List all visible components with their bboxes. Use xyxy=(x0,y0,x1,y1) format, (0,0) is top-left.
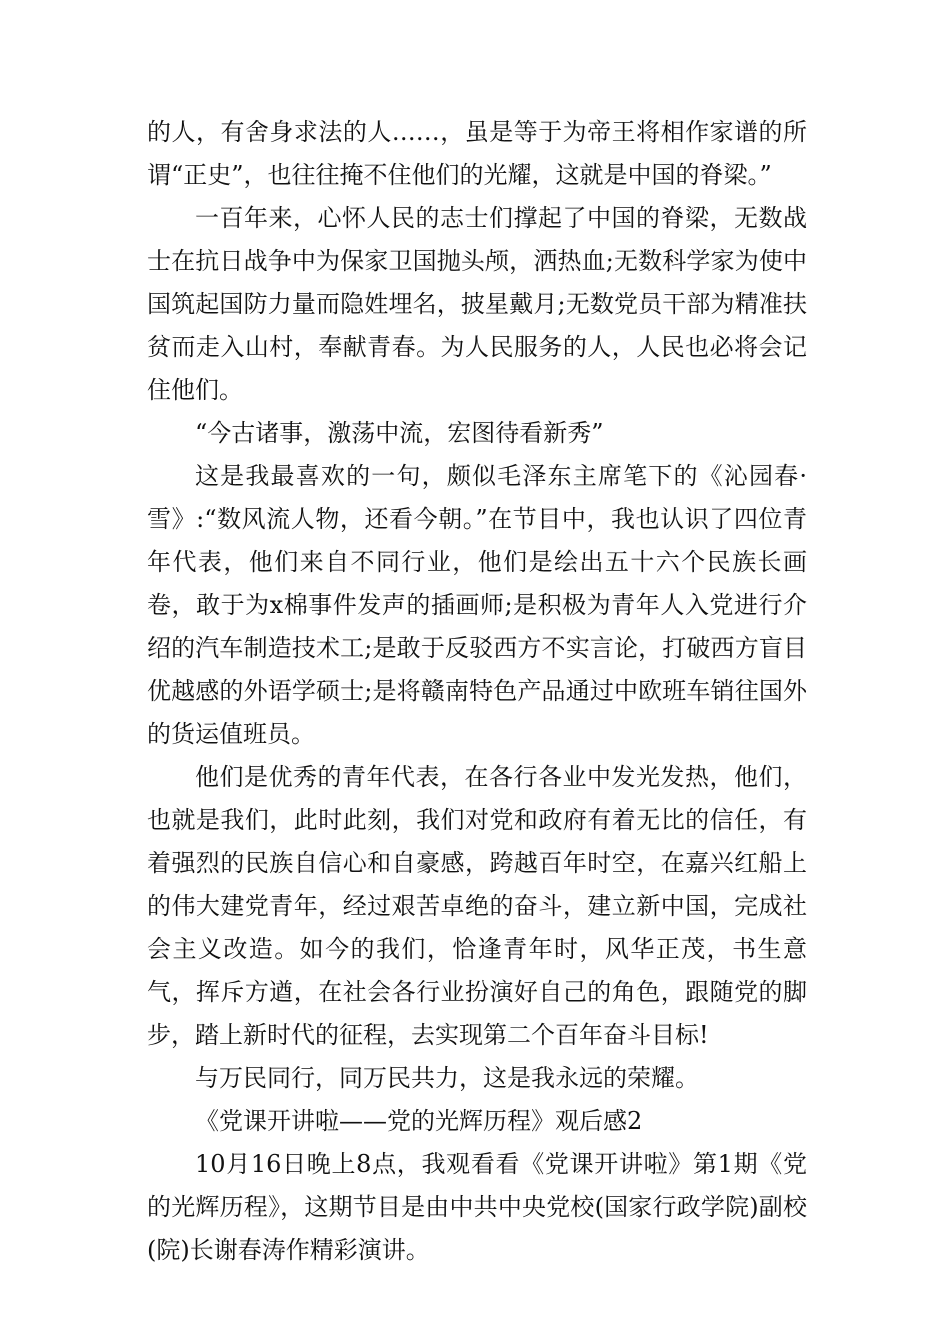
paragraph-program-intro: 10月16日晚上8点，我观看看《党课开讲啦》第1期《党的光辉历程》，这期节目是由中共中央党校(国家行政学院)副校(院)长谢春涛作精彩演讲。 xyxy=(147,1150,807,1264)
paragraph-youth-mission: 他们是优秀的青年代表，在各行各业中发光发热，他们，也就是我们，此时此刻，我们对党和政府有着无比的信任，有着强烈的民族自信心和自豪感，跨越百年时空，在嘉兴红船上的伟大建党青年，经过艰苦卓绝的奋斗，建立新中国，完成社会主义改造。如今的我们，恰逢青年时，风华正茂，书生意气，挥斥方遒，在社会各行业扮演好自己的角色，跟随党的脚步，踏上新时代的征程，去实现第二个百年奋斗目标! xyxy=(147,763,807,1049)
document-body xyxy=(147,111,807,1272)
section-heading: 《党课开讲啦——党的光辉历程》观后感2 xyxy=(195,1107,643,1135)
paragraph-honor: 与万民同行，同万民共力，这是我永远的荣耀。 xyxy=(195,1064,699,1092)
paragraph-backbone: 一百年来，心怀人民的志士们撑起了中国的脊梁，无数战士在抗日战争中为保家卫国抛头颅，洒热血;无数科学家为使中国筑起国防力量而隐姓埋名，披星戴月;无数党员干部为精准扶贫而走入山村，奉献青春。为人民服务的人，人民也必将会记住他们。 xyxy=(147,204,807,404)
paragraph-continuation: 的人，有舍身求法的人……，虽是等于为帝王将相作家谱的所谓“正史”，也往往掩不住他们的光耀，这就是中国的脊梁。” xyxy=(147,118,807,189)
paragraph-youth-representatives: 这是我最喜欢的一句，颇似毛泽东主席笔下的《沁园春·雪》:“数风流人物，还看今朝。”在节目中，我也认识了四位青年代表，他们来自不同行业，他们是绘出五十六个民族长画卷，敢于为x棉事件发声的插画师;是积极为青年人入党进行介绍的汽车制造技术工;是敢于反驳西方不实言论，打破西方盲目优越感的外语学硕士;是将赣南特色产品通过中欧班车销往国外的货运值班员。 xyxy=(147,462,807,748)
paragraph-quote: “今古诸事，激荡中流，宏图待看新秀” xyxy=(195,419,604,447)
